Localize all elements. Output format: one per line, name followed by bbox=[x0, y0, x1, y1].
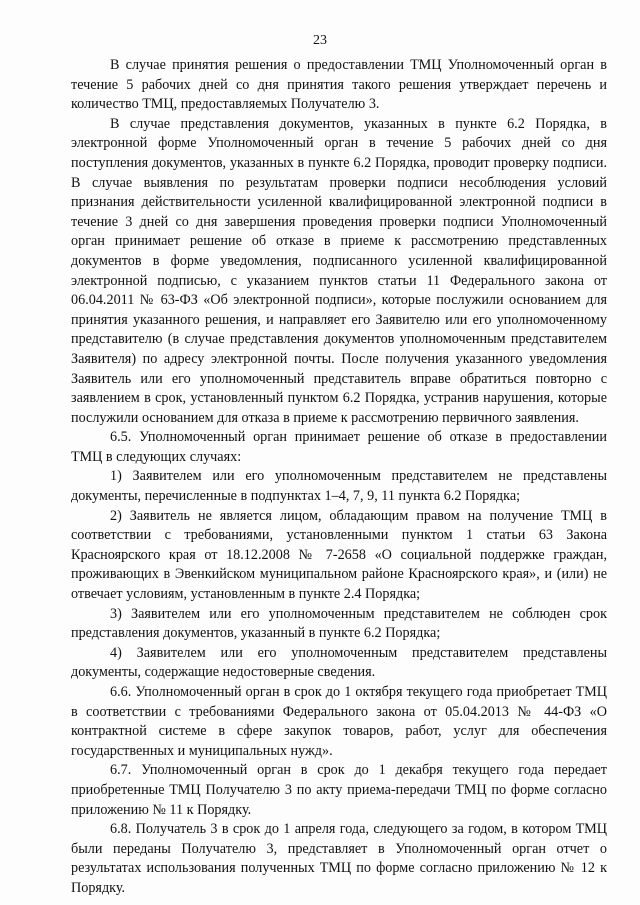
paragraph-tmc-decision: В случае принятия решения о предоставлении ТМЦ Уполномоченный орган в течение 5 рабочих дней со дня принятия такого решения утверждает перечень и количество ТМЦ, предоставляемых Получателю 3. bbox=[71, 57, 607, 113]
document-body bbox=[71, 56, 607, 899]
paragraph-6-5-item-4: 4) Заявителем или его уполномоченным представителем представлены документы, содержащие недостоверные сведения. bbox=[71, 644, 607, 681]
paragraph-6-5-item-2: 2) Заявитель не является лицом, обладающим правом на получение ТМЦ в соответствии с требованиями, установленными пунктом 1 статьи 63 Закона Красноярского края от 18.12.2008 № 7-2658 «О социальной поддержке граждан, проживающих в Эвенкийском муниципальном районе Красноярского края», и (или) не отвечает условиям, установленным в пункте 2.4 Порядка; bbox=[71, 507, 607, 603]
paragraph-electronic-signature-check: В случае представления документов, указанных в пункте 6.2 Порядка, в электронной форме Уполномоченный орган в течение 5 рабочих дней со дня поступления документов, указанных в пункте 6.2 Порядка, проводит проверку подписи. В случае выявления по результатам проверки подписи несоблюдения условий признания действительности усиленной квалифицированной электронной подписи в течение 3 дней со дня завершения проведения проверки подписи Уполномоченный орган принимает решение об отказе в приеме к рассмотрению представленных документов в форме уведомления, подписанного усиленной квалифицированной электронной подписью, с указанием пунктов статьи 11 Федерального закона от 06.04.2011 № 63-ФЗ «Об электронной подписи», которые послужили основанием для принятия указанного решения, и направляет его Заявителю или его уполномоченному представителю (в случае представления документов уполномоченным представителем Заявителя) по адресу электронной почты. После получения указанного уведомления Заявитель или его уполномоченный представитель вправе обратиться повторно с заявлением в срок, установленный пунктом 6.2 Порядка, устранив нарушения, которые послужили основанием для отказа в приеме к рассмотрению первичного заявления. bbox=[71, 115, 607, 426]
paragraph-6-5-refusal-grounds: 6.5. Уполномоченный орган принимает решение об отказе в предоставлении ТМЦ в следующих случаях: bbox=[71, 429, 607, 465]
page-number: 23 bbox=[313, 33, 327, 48]
paragraph-6-7-transfer: 6.7. Уполномоченный орган в срок до 1 декабря текущего года передает приобретенные ТМЦ Получателю 3 по акту приема-передачи ТМЦ по форме согласно приложению № 11 к Порядку. bbox=[71, 762, 607, 818]
paragraph-6-5-item-1: 1) Заявителем или его уполномоченным представителем не представлены документы, перечисленные в подпунктах 1–4, 7, 9, 11 пункта 6.2 Порядка; bbox=[71, 468, 607, 505]
paragraph-6-6-procurement: 6.6. Уполномоченный орган в срок до 1 октября текущего года приобретает ТМЦ в соответствии с требованиями Федерального закона от 05.04.2013 № 44-ФЗ «О контрактной системе в сфере закупок товаров, работ, услуг для обеспечения государственных и муниципальных нужд». bbox=[71, 684, 607, 759]
paragraph-6-8-report: 6.8. Получатель 3 в срок до 1 апреля года, следующего за годом, в котором ТМЦ были переданы Получателю 3, представляет в Уполномоченный орган отчет о результатах использования полученных ТМЦ по форме согласно приложению № 12 к Порядку. bbox=[71, 821, 607, 896]
paragraph-6-5-item-3: 3) Заявителем или его уполномоченным представителем не соблюден срок представления документов, указанный в пункте 6.2 Порядка; bbox=[71, 605, 607, 642]
